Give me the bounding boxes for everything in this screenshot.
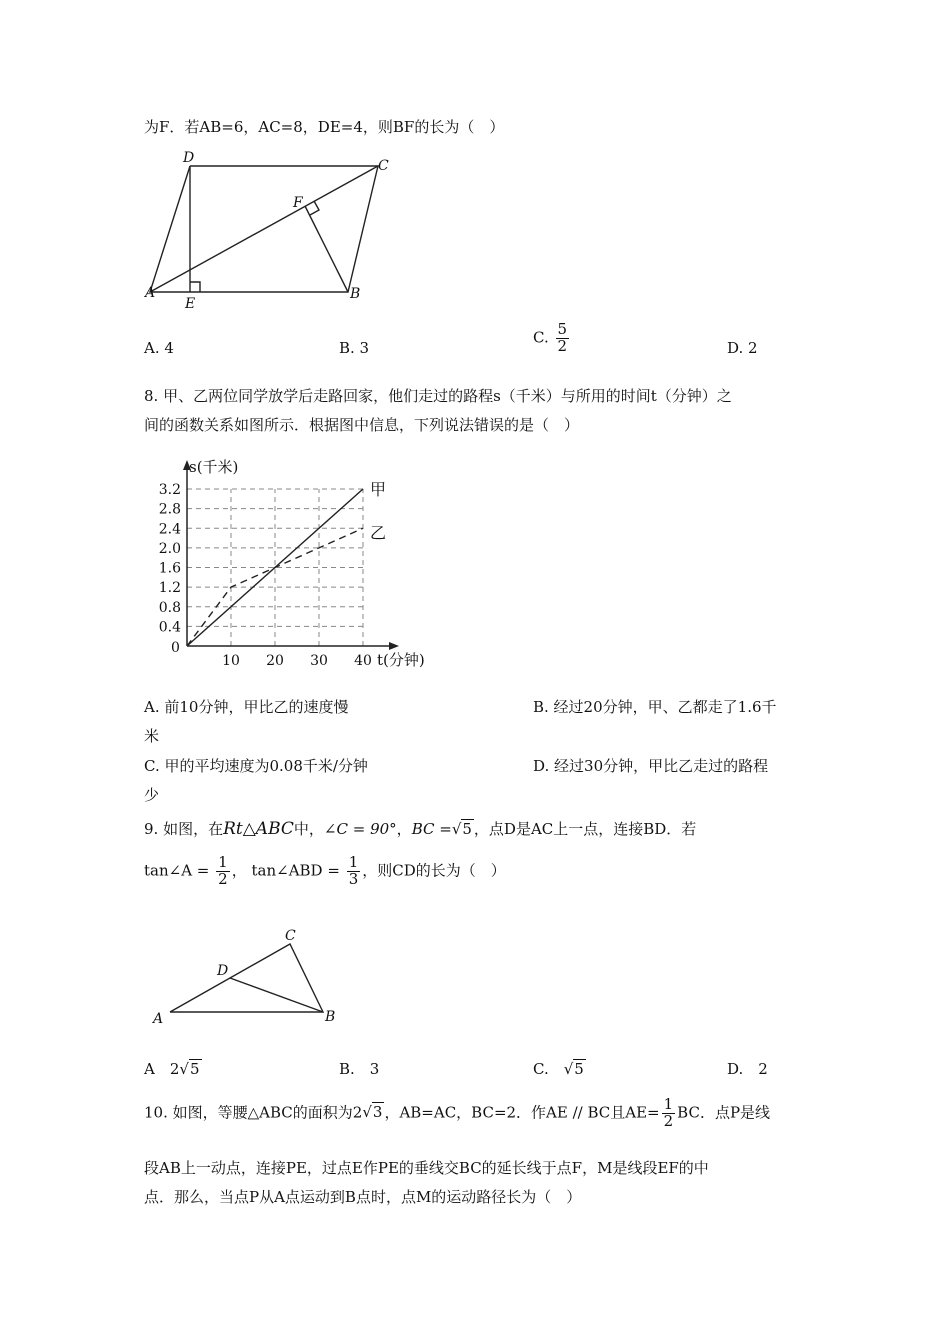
q7-option-b: B. 3 (339, 339, 370, 357)
y-tick-label-0: 0.4 (158, 619, 181, 636)
q10-fraction (662, 1097, 676, 1130)
q9-tan-a-prefix: tan∠A = (144, 861, 210, 880)
q9-stem-line1 (144, 818, 696, 839)
q9-option-c (533, 1058, 586, 1079)
q8-option-b-line1: B. 经过20分钟，甲、乙都走了1.6千 (533, 698, 777, 716)
q9-option-c-radicand: 5 (574, 1060, 584, 1078)
origin-label: 0 (171, 640, 180, 656)
q9-rt-abc: Rt△ABC (223, 819, 294, 839)
q8-option-d-line2: 少 (144, 786, 160, 804)
q9-intro: 9. 如图，在 (144, 820, 224, 838)
y-axis-label: s(千米) (189, 458, 239, 476)
q9-label-c: C (285, 928, 296, 944)
q7-option-a: A. 4 (144, 339, 174, 357)
q9-tan-a-fraction (216, 855, 230, 888)
y-tick-label-3: 1.6 (158, 560, 181, 577)
q7-option-d: D. 2 (727, 339, 758, 357)
x-tick-label-0: 10 (222, 653, 240, 669)
series-label-0: 甲 (370, 480, 387, 499)
q9-bc-eq: BC = (411, 820, 452, 838)
q7-right-angle-e (190, 282, 200, 292)
q10-line1 (144, 1097, 770, 1130)
x-axis-arrow (389, 642, 399, 650)
q10-sqrt3-radicand: 3 (372, 1103, 383, 1122)
q9-sqrt5: √5 (451, 820, 472, 838)
q9-label-b: B (325, 1009, 336, 1025)
q9-tan-abd-prefix: tan∠ABD = (251, 861, 340, 880)
x-axis-label: t(分钟) (377, 651, 425, 669)
q8-option-d-line1: D. 经过30分钟，甲比乙走过的路程 (533, 757, 769, 775)
q8-option-a: A. 前10分钟，甲比乙的速度慢 (144, 698, 349, 716)
q9-label-a: A (153, 1011, 164, 1027)
q9-tail2: ，则CD的长为（ ） (362, 861, 506, 880)
q8-stem-line2: 间的函数关系如图所示．根据图中信息，下列说法错误的是（ ） (144, 416, 580, 434)
q9-option-b: B. 3 (339, 1060, 380, 1078)
y-tick-label-1: 0.8 (158, 599, 181, 616)
q9-option-a-radicand: 5 (189, 1060, 200, 1078)
q7-option-c-numerator: 5 (557, 320, 568, 338)
q9-comma1: ， (396, 820, 412, 838)
q9-sqrt5-radicand: 5 (462, 820, 472, 838)
q9-option-c-prefix: C. (533, 1060, 549, 1078)
q8-stem-line1: 8. 甲、乙两位同学放学后走路回家，他们走过的路程s（千米）与所用的时间t（分钟）之 (144, 387, 732, 405)
q9-tan-abd-denominator: 3 (348, 869, 359, 888)
q9-triangle-figure (145, 922, 355, 1034)
y-tick-label-5: 2.4 (158, 521, 181, 538)
y-tick-label-4: 2.0 (158, 540, 181, 557)
q10-line1-c: BC．点P是线 (677, 1103, 771, 1122)
q9-mid1: 中， (293, 820, 324, 838)
q10-fraction-numerator: 1 (663, 1095, 674, 1113)
x-tick-label-2: 30 (310, 653, 328, 669)
q8-distance-time-chart (150, 452, 425, 674)
q9-triangle-outline (170, 944, 323, 1012)
q8-option-c: C. 甲的平均速度为0.08千米/分钟 (144, 757, 368, 775)
q9-tan-a-denominator: 2 (218, 869, 228, 888)
q7-label-c: C (378, 158, 389, 174)
q7-parallelogram-figure (140, 146, 400, 316)
q9-label-d: D (217, 963, 229, 979)
q9-option-a-prefix: A 2 (144, 1060, 180, 1078)
x-tick-label-1: 20 (266, 653, 284, 669)
q9-option-a-sqrt: √5 (179, 1060, 200, 1078)
q10-fraction-denominator: 2 (663, 1111, 674, 1130)
q7-option-c-fraction (556, 322, 570, 355)
q10-sqrt3: √3 (362, 1103, 383, 1122)
series-label-1: 乙 (370, 523, 387, 543)
q9-tan-a-numerator: 1 (218, 853, 228, 871)
q10-line3: 点．那么，当点P从A点运动到B点时，点M的运动路径长为（ ） (144, 1188, 582, 1206)
q7-option-c-denominator: 2 (557, 336, 568, 355)
q9-option-d: D. 2 (727, 1060, 768, 1078)
q7-segment-bf (305, 206, 348, 292)
y-tick-label-6: 2.8 (158, 501, 181, 518)
x-tick-label-3: 40 (354, 653, 372, 669)
q9-option-a (144, 1058, 202, 1079)
q9-stem-line2 (144, 855, 506, 888)
q9-option-c-sqrt: √5 (563, 1060, 584, 1078)
q7-option-c-prefix: C. (533, 328, 549, 347)
y-tick-label-2: 1.2 (158, 580, 181, 597)
q10-line1-b: ，AB=AC，BC=2．作AE // BC且AE= (384, 1103, 660, 1122)
q9-tan-abd-numerator: 1 (348, 853, 359, 871)
q9-comma2: ， (231, 861, 247, 880)
q8-option-b-line2: 米 (144, 727, 160, 745)
q10-line1-a: 10. 如图，等腰△ABC的面积为2 (144, 1103, 363, 1122)
y-tick-label-7: 3.2 (158, 482, 181, 498)
q9-tail1: ，点D是AC上一点，连接BD．若 (473, 820, 697, 838)
q9-tan-abd-fraction (347, 855, 361, 888)
q7-label-a: A (145, 285, 156, 301)
q7-label-b: B (350, 286, 361, 302)
q7-label-d: D (183, 150, 195, 166)
q7-stem-tail: 为F．若AB=6，AC=8，DE=4，则BF的长为（ ） (144, 118, 505, 136)
q7-option-c (533, 322, 571, 355)
q10-line2: 段AB上一动点，连接PE，过点E作PE的垂线交BC的延长线于点F，M是线段EF的中 (144, 1159, 709, 1177)
q9-angle-c: ∠C = 90° (323, 820, 397, 838)
q7-label-f: F (293, 195, 303, 211)
q7-label-e: E (185, 296, 196, 312)
